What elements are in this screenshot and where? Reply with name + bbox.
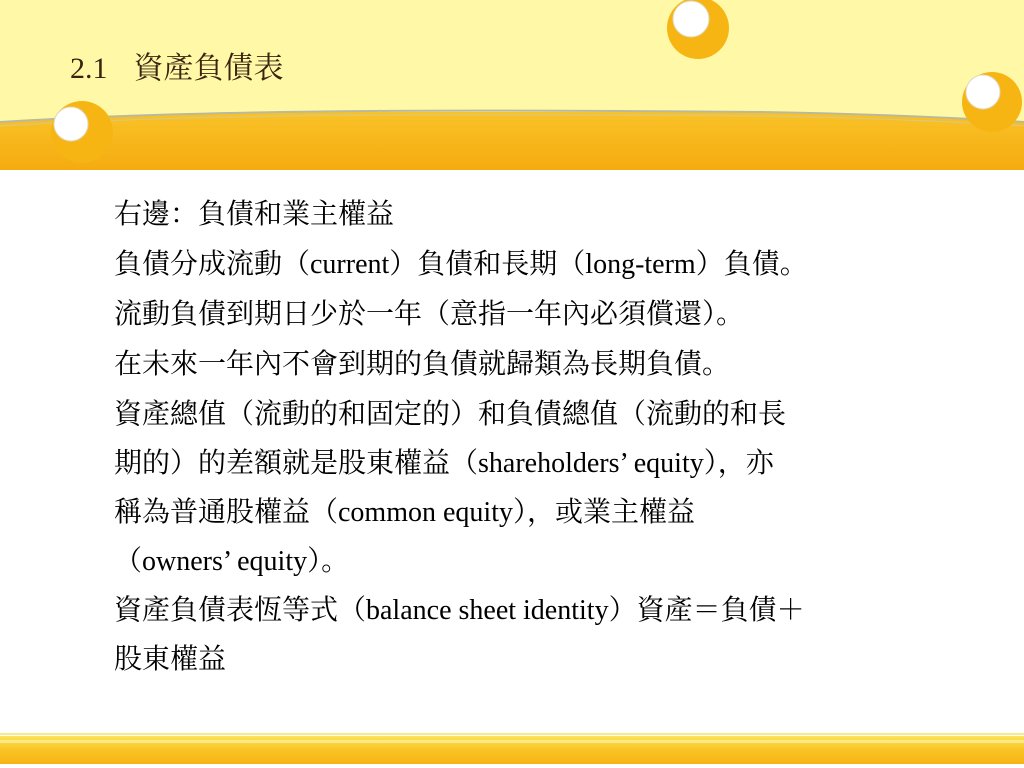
body-line: 右邊：負債和業主權益: [114, 199, 395, 230]
section-title: 資產負債表: [133, 52, 284, 85]
slide-title: [70, 43, 284, 87]
footer-decoration: [0, 733, 1024, 764]
body-line: 在未來一年內不會到期的負債就歸類為長期負債。: [114, 349, 731, 380]
body-line: 資產總值（流動的和固定的）和負債總值（流動的和長: [114, 399, 787, 430]
body-line: 負債分成流動（current）負債和長期（long-term）負債。: [114, 249, 808, 280]
body-line: 資產負債表恆等式（balance sheet identity）資產＝負債＋: [114, 595, 805, 626]
slide-body: [114, 190, 944, 684]
body-line: 股東權益: [114, 644, 227, 675]
body-line: （owners’ equity）。: [114, 546, 350, 577]
body-line: 稱為普通股權益（common equity），或業主權益: [114, 497, 695, 528]
section-number: 2.1: [70, 52, 108, 85]
body-line: 流動負債到期日少於一年（意指一年內必須償還）。: [114, 299, 745, 330]
body-line: 期的）的差額就是股東權益（shareholders’ equity），亦: [114, 448, 774, 479]
